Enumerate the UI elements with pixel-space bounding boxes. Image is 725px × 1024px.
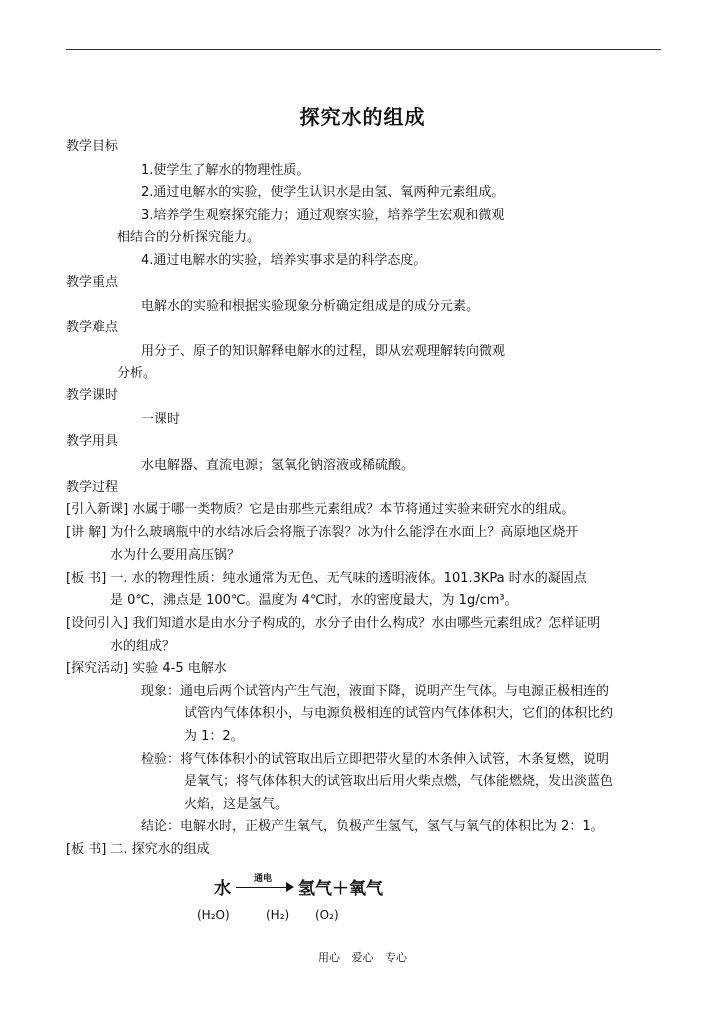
process-board-2: [板 书] 二. 探究水的组成 — [66, 842, 210, 857]
header-rule — [66, 49, 661, 50]
conclusion-text: 结论：电解水时，正极产生氧气，负极产生氢气，氢气与氧气的体积比为 2：1。 — [141, 819, 604, 834]
section-heading-process: 教学过程 — [66, 480, 119, 495]
observation-text-continued: 试管内气体体积小，与电源负极相连的试管内气体体积大，它们的体积比约 — [184, 706, 614, 721]
test-text-continued: 火焰，这是氢气。 — [184, 797, 289, 812]
page-footer: 用心 爱心 专心 — [318, 951, 407, 964]
formula-oxygen: (O₂) — [315, 908, 339, 922]
materials-text: 水电解器、直流电源；氢氧化钠溶液或稀硫酸。 — [141, 458, 415, 473]
process-board-1: [板 书] 一. 水的物理性质：纯水通常为无色、无气味的透明液体。101.3KPa 时水的凝固点 — [66, 571, 587, 586]
formula-hydrogen: (H₂) — [266, 908, 290, 922]
section-heading-materials: 教学用具 — [66, 434, 119, 449]
goal-item: 1.使学生了解水的物理性质。 — [141, 163, 310, 178]
equation-products: 氢气＋氧气 — [298, 879, 383, 899]
process-intro: [引入新课] 水属于哪一类物质？它是由那些元素组成？本节将通过实验来研究水的组成。 — [66, 502, 575, 517]
formula-water: (H₂O) — [197, 908, 230, 922]
process-board-1-continued: 是 0℃，沸点是 100℃。温度为 4℃时，水的密度最大，为 1g/cm³。 — [110, 593, 518, 608]
goal-item: 3.培养学生观察探究能力；通过观察实验，培养学生宏观和微观 — [141, 208, 505, 223]
process-explain-continued: 水为什么要用高压锅？ — [110, 548, 241, 563]
process-activity: [探究活动] 实验 4-5 电解水 — [66, 661, 227, 676]
process-explain: [讲 解] 为什么玻璃瓶中的水结冰后会将瓶子冻裂？冰为什么能浮在水面上？高原地区烧开 — [66, 525, 579, 540]
equation-reactant: 水 — [214, 879, 231, 899]
goal-item-continued: 相结合的分析探究能力。 — [117, 230, 261, 245]
test-text: 检验：将气体体积小的试管取出后立即把带火星的木条伸入试管，木条复燃，说明 — [141, 752, 610, 767]
goal-item: 4.通过电解水的实验，培养实事求是的科学态度。 — [141, 253, 427, 268]
difficulties-text: 用分子、原子的知识解释电解水的过程，即从宏观理解转向微观 — [141, 344, 506, 359]
reaction-arrow-icon — [236, 878, 294, 892]
observation-text: 现象：通电后两个试管内产生气泡，液面下降，说明产生气体。与电源正极相连的 — [141, 684, 610, 699]
process-question: [设问引入] 我们知道水是由水分子构成的，水分子由什么构成？水由哪些元素组成？怎样证明 — [66, 616, 601, 631]
goal-item: 2.通过电解水的实验，使学生认识水是由氢、氧两种元素组成。 — [141, 185, 505, 200]
periods-text: 一课时 — [141, 412, 181, 427]
document-title: 探究水的组成 — [299, 105, 426, 129]
section-heading-key-points: 教学重点 — [66, 275, 119, 290]
section-heading-periods: 教学课时 — [66, 388, 119, 403]
equation-condition: 通电 — [254, 874, 273, 884]
section-heading-difficulties: 教学难点 — [66, 320, 119, 335]
test-text-continued: 是氧气；将气体体积大的试管取出后用火柴点燃，气体能燃烧，发出淡蓝色 — [184, 774, 614, 789]
key-points-text: 电解水的实验和根据实验现象分析确定组成是的成分元素。 — [141, 299, 480, 314]
observation-text-continued: 为 1：2。 — [184, 729, 244, 744]
process-question-continued: 水的组成？ — [110, 639, 176, 654]
section-heading-goals: 教学目标 — [66, 139, 119, 154]
difficulties-text-continued: 分析。 — [117, 366, 157, 381]
